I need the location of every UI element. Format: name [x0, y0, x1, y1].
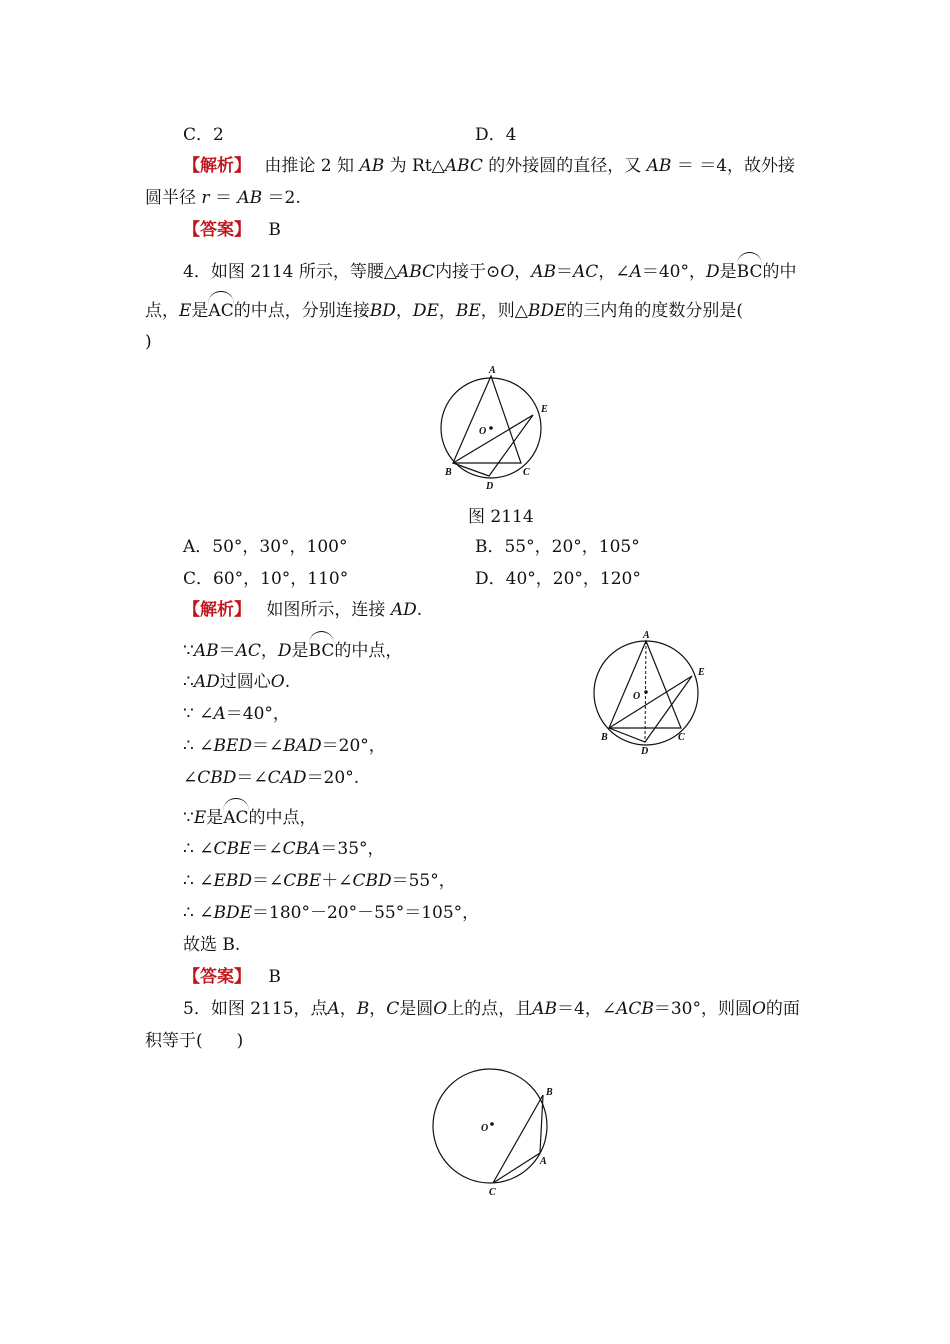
q4-stem-line3: ) — [145, 332, 152, 352]
q3-analysis-line2: 圆半径 r ＝ AB ＝2. — [145, 188, 301, 208]
q5-stem-line2: 积等于( ) — [145, 1031, 244, 1051]
label-A: A — [643, 630, 650, 641]
q5-stem-line1: 5．如图 2115，点A，B，C是圆O上的点，且AB＝4，∠ACB＝30°，则圆O的面 — [183, 999, 800, 1019]
label-D: D — [641, 746, 649, 757]
arc-ac: AC — [208, 297, 233, 323]
label-B: B — [445, 467, 452, 478]
q4-step8: ∴ ∠EBD＝∠CBE＋∠CBD＝55°， — [183, 871, 456, 891]
q3-option-d: D．4 — [475, 125, 517, 145]
q4-step7: ∴ ∠CBE＝∠CBA＝35°， — [183, 839, 385, 859]
analysis-figure — [588, 625, 718, 760]
q4-analysis-intro: 【解析】 如图所示，连接 AD. — [183, 600, 423, 620]
arc-bc: BC — [737, 258, 763, 284]
label-C: C — [489, 1187, 496, 1198]
analysis-tag: 【解析】 — [183, 156, 251, 176]
q4-option-d: D．40°，20°，120° — [475, 569, 641, 589]
label-A: A — [540, 1156, 547, 1167]
label-B: B — [546, 1087, 553, 1098]
q4-step3: ∵ ∠A＝40°， — [183, 704, 290, 724]
q4-step2: ∴AD过圆心O. — [183, 672, 291, 692]
answer-value: B — [268, 967, 281, 987]
q4-answer — [183, 965, 281, 989]
figure-caption: 图 2114 — [468, 507, 534, 527]
label-C: C — [678, 732, 685, 743]
answer-tag: 【答案】 — [183, 220, 251, 240]
answer-value: B — [268, 220, 281, 240]
q4-stem-line1: 4．如图 2114 所示，等腰△ABC内接于⊙O，AB＝AC，∠A＝40°，D是BC的中 — [183, 258, 796, 284]
q4-step10: 故选 B. — [183, 935, 241, 955]
q4-step9: ∴ ∠BDE＝180°－20°－55°＝105°， — [183, 903, 480, 923]
analysis-tag: 【解析】 — [183, 600, 251, 620]
label-O: O — [479, 426, 487, 437]
label-E: E — [541, 404, 548, 415]
q3-answer — [183, 218, 281, 242]
figure-2114 — [430, 360, 560, 495]
label-E: E — [698, 667, 705, 678]
figure-2115 — [425, 1060, 565, 1205]
label-O: O — [481, 1123, 489, 1134]
q4-option-b: B．55°，20°，105° — [475, 537, 640, 557]
q3-analysis-line1: 【解析】 由推论 2 知 AB 为 Rt△ABC 的外接圆的直径，又 AB ＝ ＝4，故外接 — [183, 156, 796, 176]
label-A: A — [489, 365, 496, 376]
answer-tag: 【答案】 — [183, 967, 251, 987]
q4-step1: ∵AB＝AC，D是BC的中点， — [183, 637, 402, 663]
q4-stem-line2: 点，E是AC的中点，分别连接BD，DE，BE，则△BDE的三内角的度数分别是( — [145, 297, 743, 323]
q4-step4: ∴ ∠BED＝∠BAD＝20°， — [183, 736, 386, 756]
q4-step5: ∠CBD＝∠CAD＝20°. — [183, 768, 360, 788]
label-B: B — [601, 732, 608, 743]
q4-option-a: A．50°，30°，100° — [183, 537, 348, 557]
q3-option-c: C．2 — [183, 125, 224, 145]
label-C: C — [523, 467, 530, 478]
q4-step6: ∵E是AC的中点， — [183, 804, 317, 830]
label-O: O — [633, 691, 641, 702]
label-D: D — [486, 481, 494, 492]
q4-option-c: C．60°，10°，110° — [183, 569, 349, 589]
